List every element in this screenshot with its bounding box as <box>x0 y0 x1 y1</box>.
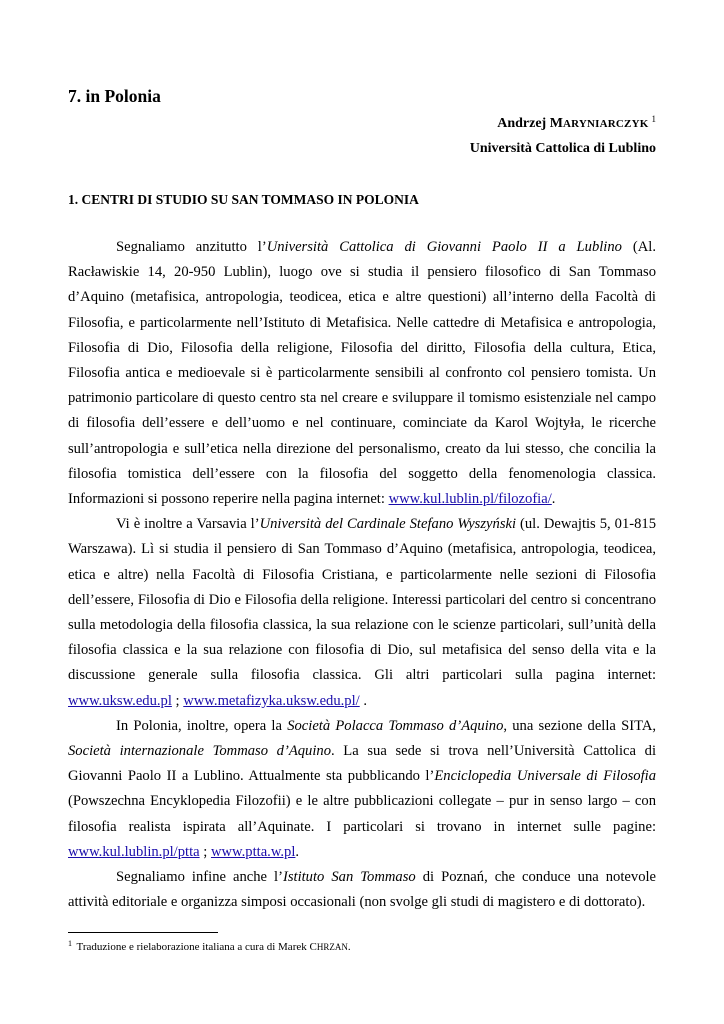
footnote-name-rest: HRZAN <box>316 942 348 952</box>
italic-text: Università del Cardinale Stefano Wyszyński <box>259 516 517 533</box>
text: . <box>551 491 556 508</box>
text: (Powszechna Encyklopedia Filozofii) e le altre pubblicazioni collegate – pur in senso largo – con filosofia realista ispirata all’Aquinate. I particolari si trovano in internet sulle pagine: <box>68 793 656 835</box>
footnote-name-initial: C <box>309 941 317 953</box>
italic-text: Società internazionale Tommaso d’Aquino <box>68 743 331 760</box>
italic-text: Istituto San Tommaso <box>282 869 416 886</box>
link-kul-filozofia[interactable]: www.kul.lublin.pl/filozofia/ <box>388 491 552 508</box>
chapter-title: 7. in Polonia <box>68 86 161 106</box>
text: (Al. Racławiskie 14, 20-950 Lublin), luogo ove si studia il pensiero filosofico di San Tommaso d’Aquino (metafisica, antropologia, teodicea, etica e altre questioni) all’interno della Facoltà di Filosofia, e particolarmente nell’Istituto di Metafisica. Nelle cattedre di Metafisica e antropologia, Filosofia di Dio, Filosofia della religione, Filosofia del diritto, Filosofia della cultura, Etica, Filosofia antica e medioevale si è particolarmente sensibili al confronto col pensiero tomista. Un patrimonio particolare di questo centro sta nel creare e sviluppare il tomismo esistenziale nel campo di filosofia dell’essere e dell’uomo e nel continuare, cominciate da Karol Wojtyła, le ricerche sull’antropologia e sull’etica nella direzione del personalismo, creato da lui stesso, che concilia la filosofia tomistica dell’essere con la filosofia del soggetto della fenomenologia classica. Informazioni si possono reperire nella pagina internet: <box>68 239 656 508</box>
text: . La sua sede si trova nell’Università Cattolica di Giovanni Paolo II a Lublino. Attualmente sta pubblicando l’ <box>68 743 657 785</box>
link-uksw[interactable]: www.uksw.edu.pl <box>68 692 172 709</box>
italic-text: Enciclopedia Universale di Filosofia <box>434 768 656 785</box>
text: Segnaliamo anzitutto l’ <box>116 239 267 255</box>
paragraph-3 <box>68 714 656 865</box>
text: ; <box>199 843 211 860</box>
italic-text: Università Cattolica di Giovanni Paolo II a Lublino <box>266 239 622 255</box>
author-affiliation: Università Cattolica di Lublino <box>469 141 656 156</box>
text: Vi è inoltre a Varsavia l’ <box>116 516 260 533</box>
text: In Polonia, inoltre, opera la <box>116 717 288 734</box>
text: ; <box>171 692 184 709</box>
text: (ul. Dewajtis 5, 01-815 Warszawa). Lì si studia il pensiero di San Tommaso d’Aquino (metafisica, antropologia, teodicea, etica e altre) nella Facoltà di Filosofia Cristiana, e particolarmente nelle sezioni di Filosofia dell’essere, Filosofia di Dio e Filosofia della religione. Interessi particolari del centro si concentrano sulla metodologia della filosofia classica, la sua relazione con le scienze particolari, sull’unità della filosofia classica e la sua relazione con filosofia di Dio, sul metafisica del senso della vita e la discussione generale sulla filosofia classica. Gli altri particolari sulla pagina internet: <box>68 516 656 684</box>
link-metafizyka-uksw[interactable]: www.metafizyka.uksw.edu.pl/ <box>183 692 360 709</box>
text: , una sezione della SITA, <box>503 717 657 734</box>
text: di Poznań, che conduce una notevole attività editoriale e organizza simposi occasionali (non svolge gli studi di magistero e di dottorato). <box>68 869 657 911</box>
link-ptta[interactable]: www.ptta.w.pl <box>210 843 296 860</box>
author-name <box>497 114 656 132</box>
text: . <box>359 692 367 709</box>
author-first-name: Andrzej <box>497 116 547 131</box>
footnote-number: 1 <box>68 939 72 948</box>
paragraph-1 <box>68 235 656 512</box>
text: . <box>295 843 300 860</box>
body-text <box>68 235 656 915</box>
paragraph-4 <box>68 865 656 915</box>
author-surname-initial: M <box>549 116 563 131</box>
footnote-text: Traduzione e rielaborazione italiana a cura di Marek <box>74 941 310 953</box>
italic-text: Società Polacca Tommaso d’Aquino <box>287 717 504 734</box>
author-surname-rest: ARYNIARCZYK <box>562 118 649 130</box>
footnote-separator <box>68 932 218 933</box>
link-kul-ptta[interactable]: www.kul.lublin.pl/ptta <box>68 843 200 860</box>
text: Segnaliamo infine anche l’ <box>116 869 283 886</box>
footnote-end: . <box>347 941 351 953</box>
author-footnote-ref[interactable]: 1 <box>651 114 656 124</box>
section-title: 1. CENTRI DI STUDIO SU SAN TOMMASO IN POLONIA <box>68 192 419 207</box>
footnote <box>68 939 351 953</box>
paragraph-2 <box>68 512 656 714</box>
